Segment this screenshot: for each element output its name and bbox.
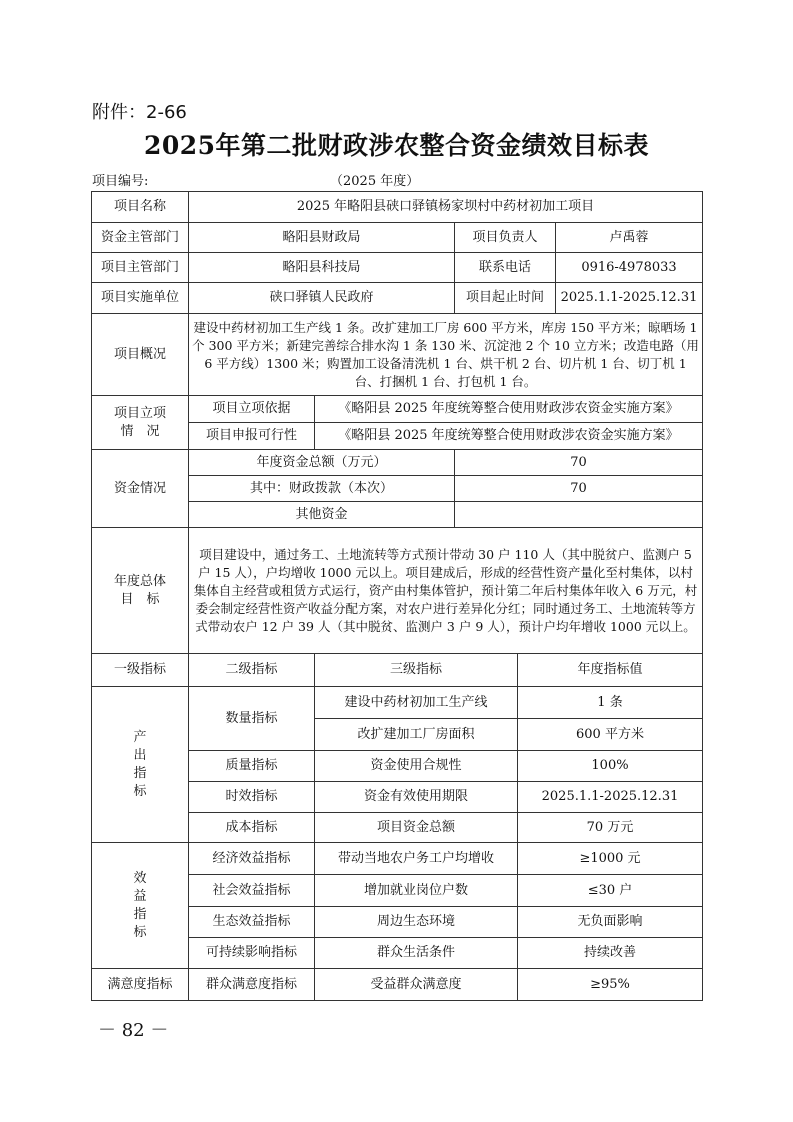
label: 项目主管部门 [92, 253, 189, 283]
l2: 成本指标 [189, 813, 315, 843]
header-l1: 一级指标 [92, 654, 189, 687]
row-fund-dept [92, 223, 703, 253]
satisfaction-row [92, 969, 703, 1001]
value: 2025.1.1-2025.12.31 [518, 782, 703, 813]
value: 100% [518, 751, 703, 782]
l2: 可持续影响指标 [189, 938, 315, 969]
l2: 质量指标 [189, 751, 315, 782]
label: 资金主管部门 [92, 223, 189, 253]
label: 联系电话 [455, 253, 556, 283]
row-impl-unit [92, 283, 703, 314]
l3: 改扩建加工厂房面积 [315, 719, 518, 751]
label: 项目立项依据 [189, 396, 315, 423]
benefit-label [92, 843, 189, 969]
value: 70 万元 [518, 813, 703, 843]
value: 《略阳县 2025 年度统筹整合使用财政涉农资金实施方案》 [315, 423, 703, 450]
value: 略阳县科技局 [189, 253, 455, 283]
char: 标 [133, 924, 147, 940]
char: 效 [133, 870, 147, 886]
value: ≥95% [518, 969, 703, 1001]
char: 益 [133, 888, 147, 904]
l3: 资金有效使用期限 [315, 782, 518, 813]
project-number-label: 项目编号: [92, 174, 149, 189]
label: 项目申报可行性 [189, 423, 315, 450]
row-overview [92, 314, 703, 396]
l1: 满意度指标 [92, 969, 189, 1001]
label: 项目名称 [92, 192, 189, 223]
approval-label-line2: 情 况 [120, 423, 160, 439]
label: 项目概况 [92, 314, 189, 396]
value: 70 [455, 476, 703, 502]
value: 无负面影响 [518, 907, 703, 938]
char: 指 [133, 765, 147, 781]
attachment-label: 附件：2-66 [92, 102, 187, 123]
l2: 经济效益指标 [189, 843, 315, 875]
overview-text: 建设中药材初加工生产线 1 条。改扩建加工厂房 600 平方米，库房 150 平方米；晾晒场 1 个 300 平方米；新建完善综合排水沟 1 条 130 米、沉淀池 2 个 10 立方米；改造电路（用 6 平方线）1300 米；购置加工设备清洗机 1 台、烘干机 2 台、切片机 1 台、切丁机 1 台、打捆机 1 台、打包机 1 台。 [189, 314, 703, 396]
goal-text: 项目建设中，通过务工、土地流转等方式预计带动 30 户 110 人（其中脱贫户、监测户 5 户 15 人），户均增收 1000 元以上。项目建成后，形成的经营性资产量化至村集体，以村集体自主经营或租赁方式运行，资产由村集体管护，预计第二年后村集体年收入 6 万元，村委会制定经营性资产收益分配方案，对农户进行差异化分红；同时通过务工、土地流转等方式带动农户 12 户 39 人（其中脱贫、监测户 3 户 9 人），预计户均年增收 1000 元以上。 [189, 528, 703, 654]
l2: 数量指标 [189, 687, 315, 751]
l3: 群众生活条件 [315, 938, 518, 969]
label: 项目实施单位 [92, 283, 189, 314]
l3: 资金使用合规性 [315, 751, 518, 782]
label: 项目负责人 [455, 223, 556, 253]
value: 《略阳县 2025 年度统筹整合使用财政涉农资金实施方案》 [315, 396, 703, 423]
performance-table [91, 191, 703, 1001]
funds-label: 资金情况 [92, 450, 189, 528]
fiscal-year: （2025 年度） [330, 174, 420, 189]
output-row [92, 687, 703, 719]
approval-label [92, 396, 189, 450]
benefit-row [92, 843, 703, 875]
goal-label-line1: 年度总体 [113, 573, 166, 589]
char: 产 [133, 729, 147, 745]
l3: 带动当地农户务工户均增收 [315, 843, 518, 875]
value: 卢禹蓉 [556, 223, 703, 253]
goal-label [92, 528, 189, 654]
header-l3: 三级指标 [315, 654, 518, 687]
header-value: 年度指标值 [518, 654, 703, 687]
page-title: 2025年第二批财政涉农整合资金绩效目标表 [143, 131, 650, 160]
row-project-dept [92, 253, 703, 283]
label: 项目起止时间 [455, 283, 556, 314]
value [455, 502, 703, 528]
approval-label-line1: 项目立项 [113, 405, 166, 421]
char: 出 [133, 747, 147, 763]
row-project-name [92, 192, 703, 223]
l3: 项目资金总额 [315, 813, 518, 843]
goal-label-line2: 目 标 [120, 591, 160, 607]
value: 600 平方米 [518, 719, 703, 751]
value: ≥1000 元 [518, 843, 703, 875]
label: 其中：财政拨款（本次） [189, 476, 455, 502]
value: ≤30 户 [518, 875, 703, 907]
l2: 生态效益指标 [189, 907, 315, 938]
l2: 时效指标 [189, 782, 315, 813]
char: 指 [133, 906, 147, 922]
label: 年度资金总额（万元） [189, 450, 455, 476]
value: 70 [455, 450, 703, 476]
row-funds-total [92, 450, 703, 476]
value: 硖口驿镇人民政府 [189, 283, 455, 314]
value: 0916-4978033 [556, 253, 703, 283]
l3: 周边生态环境 [315, 907, 518, 938]
label: 其他资金 [189, 502, 455, 528]
row-approval-basis [92, 396, 703, 423]
indicator-header-row [92, 654, 703, 687]
value: 1 条 [518, 687, 703, 719]
output-label [92, 687, 189, 843]
header-l2: 二级指标 [189, 654, 315, 687]
value: 持续改善 [518, 938, 703, 969]
row-annual-goal [92, 528, 703, 654]
l3: 增加就业岗位户数 [315, 875, 518, 907]
l2: 社会效益指标 [189, 875, 315, 907]
value: 略阳县财政局 [189, 223, 455, 253]
value: 2025 年略阳县硖口驿镇杨家坝村中药材初加工项目 [189, 192, 703, 223]
l3: 建设中药材初加工生产线 [315, 687, 518, 719]
l3: 受益群众满意度 [315, 969, 518, 1001]
page-number: － 82 － [98, 1020, 169, 1041]
char: 标 [133, 783, 147, 799]
value: 2025.1.1-2025.12.31 [556, 283, 703, 314]
l2: 群众满意度指标 [189, 969, 315, 1001]
